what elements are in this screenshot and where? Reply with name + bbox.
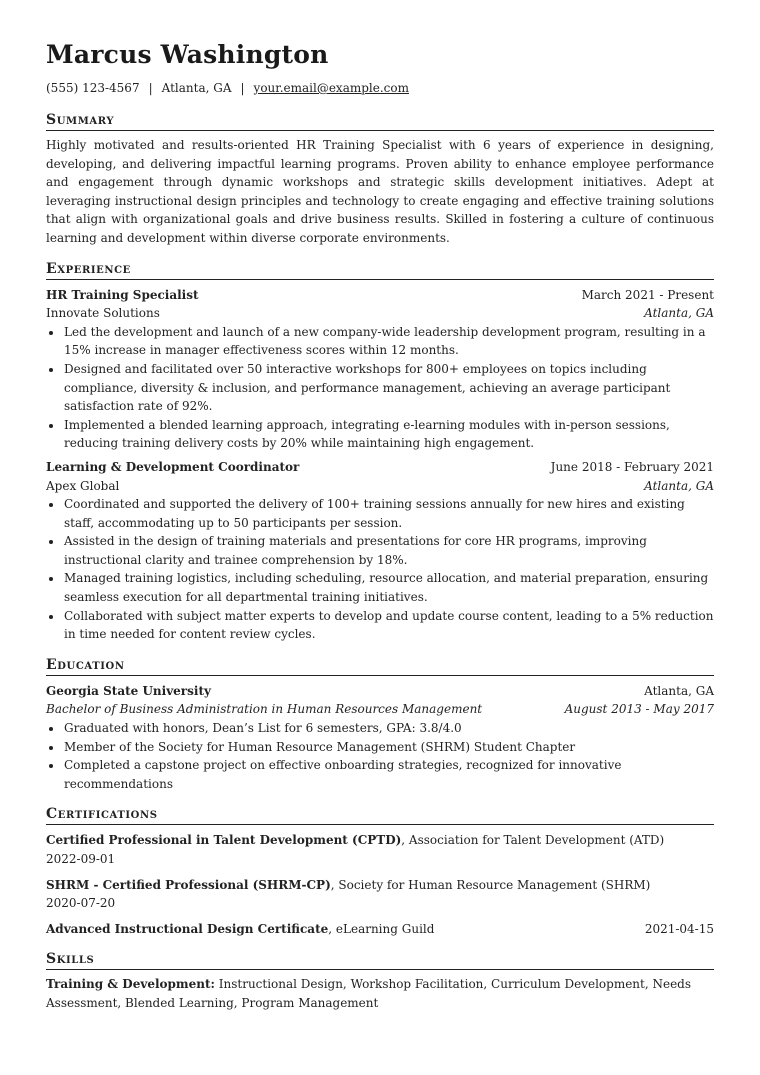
certification-entry — [46, 831, 714, 868]
contact-separator: | — [240, 81, 245, 95]
education-bullets — [46, 719, 714, 793]
certification-name: SHRM - Certified Professional (SHRM-CP) — [46, 877, 331, 892]
certification-issuer: , Association for Talent Development (ATD) — [401, 833, 665, 848]
job-bullets — [46, 323, 714, 453]
phone-number: (555) 123-4567 — [46, 81, 140, 95]
section-title-experience: Experience — [46, 260, 714, 280]
skills-entry — [46, 975, 714, 1012]
bullet-item: • Member of the Society for Human Resource Management (SHRM) Student Chapter — [63, 738, 714, 757]
section-title-skills: Skills — [46, 950, 714, 970]
job-location: Atlanta, GA — [644, 306, 714, 321]
skills-label: Training & Development: — [46, 977, 215, 992]
job-dates: March 2021 - Present — [581, 287, 714, 302]
section-title-certifications: Certifications — [46, 805, 714, 825]
job-company: Apex Global — [46, 478, 120, 493]
bullet-item: • Designed and facilitated over 50 interactive workshops for 800+ employees on topics including compliance, diversity & inclusion, and performance management, achieving an average participant satisfaction rate of 92%. — [63, 360, 714, 416]
summary-text: Highly motivated and results-oriented HR Training Specialist with 6 years of experience in designing, developing, and delivering impactful learning programs. Proven ability to enhance employee performance and engagement through dynamic workshops and strategic skills development initiatives. Adept at leveraging instructional design principles and technology to create engaging and effective training solutions that align with organizational goals and drive business results. Skilled in fostering a culture of continuous learning and development within diverse corporate environments. — [46, 138, 714, 245]
certification-name: Advanced Instructional Design Certificate — [46, 921, 329, 936]
job-location: Atlanta, GA — [644, 478, 714, 493]
certification-issuer: , Society for Human Resource Management (SHRM) — [330, 877, 651, 892]
contact-separator: | — [148, 81, 153, 95]
certification-entry — [46, 920, 714, 939]
bullet-item: • Implemented a blended learning approach, integrating e-learning modules with in-person sessions, reducing training delivery costs by 20% while maintaining high engagement. — [63, 416, 714, 453]
contact-line — [46, 80, 714, 96]
job-role: Learning & Development Coordinator — [46, 459, 300, 474]
certification-entry — [46, 876, 714, 913]
certification-date: 2022-09-01 — [46, 852, 116, 866]
job-entry — [46, 286, 714, 453]
certification-date: 2020-07-20 — [46, 896, 116, 911]
location: Atlanta, GA — [161, 81, 232, 95]
certification-issuer: , eLearning Guild — [328, 921, 435, 936]
bullet-item: • Managed training logistics, including scheduling, resource allocation, and material preparation, ensuring seamless execution for all departmental training initiatives. — [63, 569, 714, 606]
bullet-item: • Assisted in the design of training materials and presentations for core HR programs, improving instructional clarity and trainee comprehension by 18%. — [63, 532, 714, 569]
bullet-item: • Collaborated with subject matter experts to develop and update course content, leading to a 5% reduction in time needed for content review cycles. — [63, 607, 714, 644]
email-link[interactable]: your.email@example.com — [253, 81, 409, 95]
job-company: Innovate Solutions — [46, 306, 160, 321]
job-entry — [46, 458, 714, 644]
school-location: Atlanta, GA — [644, 683, 714, 698]
certification-date: 2021-04-15 — [644, 921, 714, 936]
skills-list: Instructional Design, Workshop Facilitation, Curriculum Development, Needs Assessment, Blended Learning, Program Management — [46, 977, 692, 1010]
job-bullets — [46, 495, 714, 644]
job-role: HR Training Specialist — [46, 287, 199, 302]
job-dates: June 2018 - February 2021 — [550, 459, 714, 474]
certification-name: Certified Professional in Talent Development (CPTD) — [46, 833, 402, 848]
education-entry — [46, 682, 714, 794]
bullet-item: • Coordinated and supported the delivery of 100+ training sessions annually for new hires and existing staff, accommodating up to 50 participants per session. — [63, 495, 714, 532]
bullet-item: • Graduated with honors, Dean’s List for 6 semesters, GPA: 3.8/4.0 — [63, 719, 714, 738]
section-title-education: Education — [46, 656, 714, 676]
degree-name: Bachelor of Business Administration in Human Resources Management — [46, 702, 483, 717]
bullet-item: • Completed a capstone project on effective onboarding strategies, recognized for innovative recommendations — [63, 756, 714, 793]
school-name: Georgia State University — [46, 683, 211, 698]
bullet-item: • Led the development and launch of a new company-wide leadership development program, resulting in a 15% increase in manager effectiveness scores within 12 months. — [63, 323, 714, 360]
section-title-summary: Summary — [46, 111, 714, 131]
education-dates: August 2013 - May 2017 — [564, 702, 714, 717]
candidate-name: Marcus Washington — [46, 40, 329, 69]
